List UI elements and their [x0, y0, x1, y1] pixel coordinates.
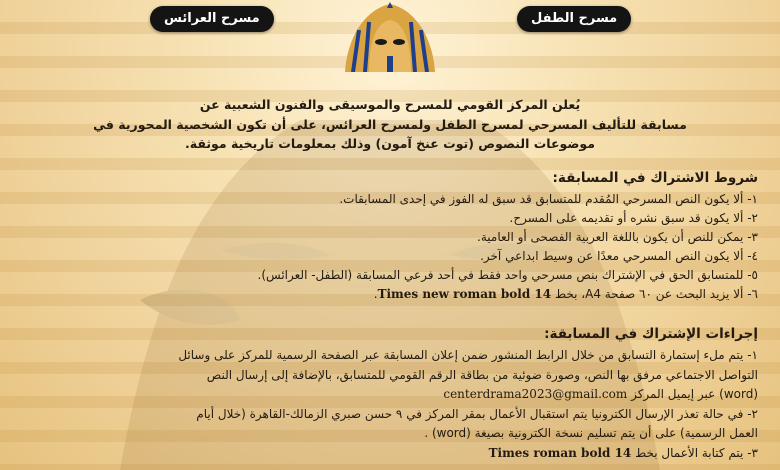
condition-item-3: ٣- يمكن للنص أن يكون باللغة العربية الفصحى أو العامية. — [477, 230, 758, 244]
intro-line-2: مسابقة للتأليف المسرحي لمسرح الطفل ولمسرح العرائس، على أن تكون الشخصية المحورية في — [93, 116, 687, 132]
condition-item-6: ٦- ألا يزيد البحث عن ٦٠ صفحة A4، بخط Times new roman bold 14. — [373, 287, 758, 301]
procedure-item-1-line-2: التواصل الاجتماعي مرفق بها النص، وصورة ضوئية من بطاقة الرقم القومي للمتسابق، بالإضافة إلى إرسال النص — [206, 367, 758, 382]
announcement-intro — [90, 95, 690, 154]
procedure-item-2-line-2: العمل الرسمية) على أن يتم تسليم نسخة الكترونية بصيغة (word) . — [424, 426, 758, 440]
condition-item-6-font: Times new roman bold 14 — [377, 287, 552, 301]
puppet-theater-banner: مسرح العرائس — [150, 6, 274, 32]
procedure-item-1-email-label: (word) عبر إيميل المركز — [631, 387, 758, 401]
condition-item-6-text: ٦- ألا يزيد البحث عن ٦٠ صفحة A4، بخط — [554, 287, 758, 301]
procedures-heading: إجراءات الإشتراك في المسابقة: — [544, 326, 758, 342]
condition-item-5: ٥- للمتسابق الحق في الإشتراك بنص مسرحي واحد فقط في أحد فرعي المسابقة (الطفل- العرائس). — [257, 268, 758, 282]
procedure-item-3 — [18, 444, 758, 464]
tutankhamun-mask-icon — [335, 0, 445, 72]
center-email-link[interactable]: centerdrama2023@gmail.com — [443, 387, 628, 401]
conditions-list — [18, 190, 758, 304]
procedures-list — [18, 346, 758, 463]
procedure-item-3-font: Times roman bold 14 — [488, 445, 632, 460]
procedure-item-1-line-1: ١- يتم ملء إستمارة التسابق من خلال الرابط المنشور ضمن إعلان المسابقة عبر الصفحة الرسمية للمركز على وسائل — [178, 348, 758, 362]
procedure-item-2-line-1: ٢- في حالة تعذر الإرسال الكترونيا يتم استقبال الأعمال بمقر المركز في ٩ حسن صبري الزمالك-القاهرة (خلال أيام — [196, 406, 758, 421]
intro-line-3: موضوعات النصوص (توت عنخ آمون) وذلك بمعلومات تاريخية موثقة. — [185, 136, 595, 151]
procedure-item-1-line-3 — [18, 385, 758, 405]
condition-item-1: ١- ألا يكون النص المسرحي المُقدم للمتسابق قد سبق له الفوز في إحدى المسابقات. — [339, 192, 758, 206]
procedure-item-3-text: ٣- يتم كتابة الأعمال بخط — [635, 445, 758, 460]
condition-item-4: ٤- ألا يكون النص المسرحي معدًا عن وسيط ابداعي آخر. — [480, 249, 758, 263]
conditions-heading: شروط الاشتراك في المسابقة: — [552, 170, 758, 186]
child-theater-banner: مسرح الطفل — [517, 6, 631, 32]
condition-item-2: ٢- ألا يكون قد سبق نشره أو تقديمه على المسرح. — [509, 211, 758, 225]
intro-line-1: يُعلن المركز القومي للمسرح والموسيقى والفنون الشعبية عن — [199, 97, 581, 112]
